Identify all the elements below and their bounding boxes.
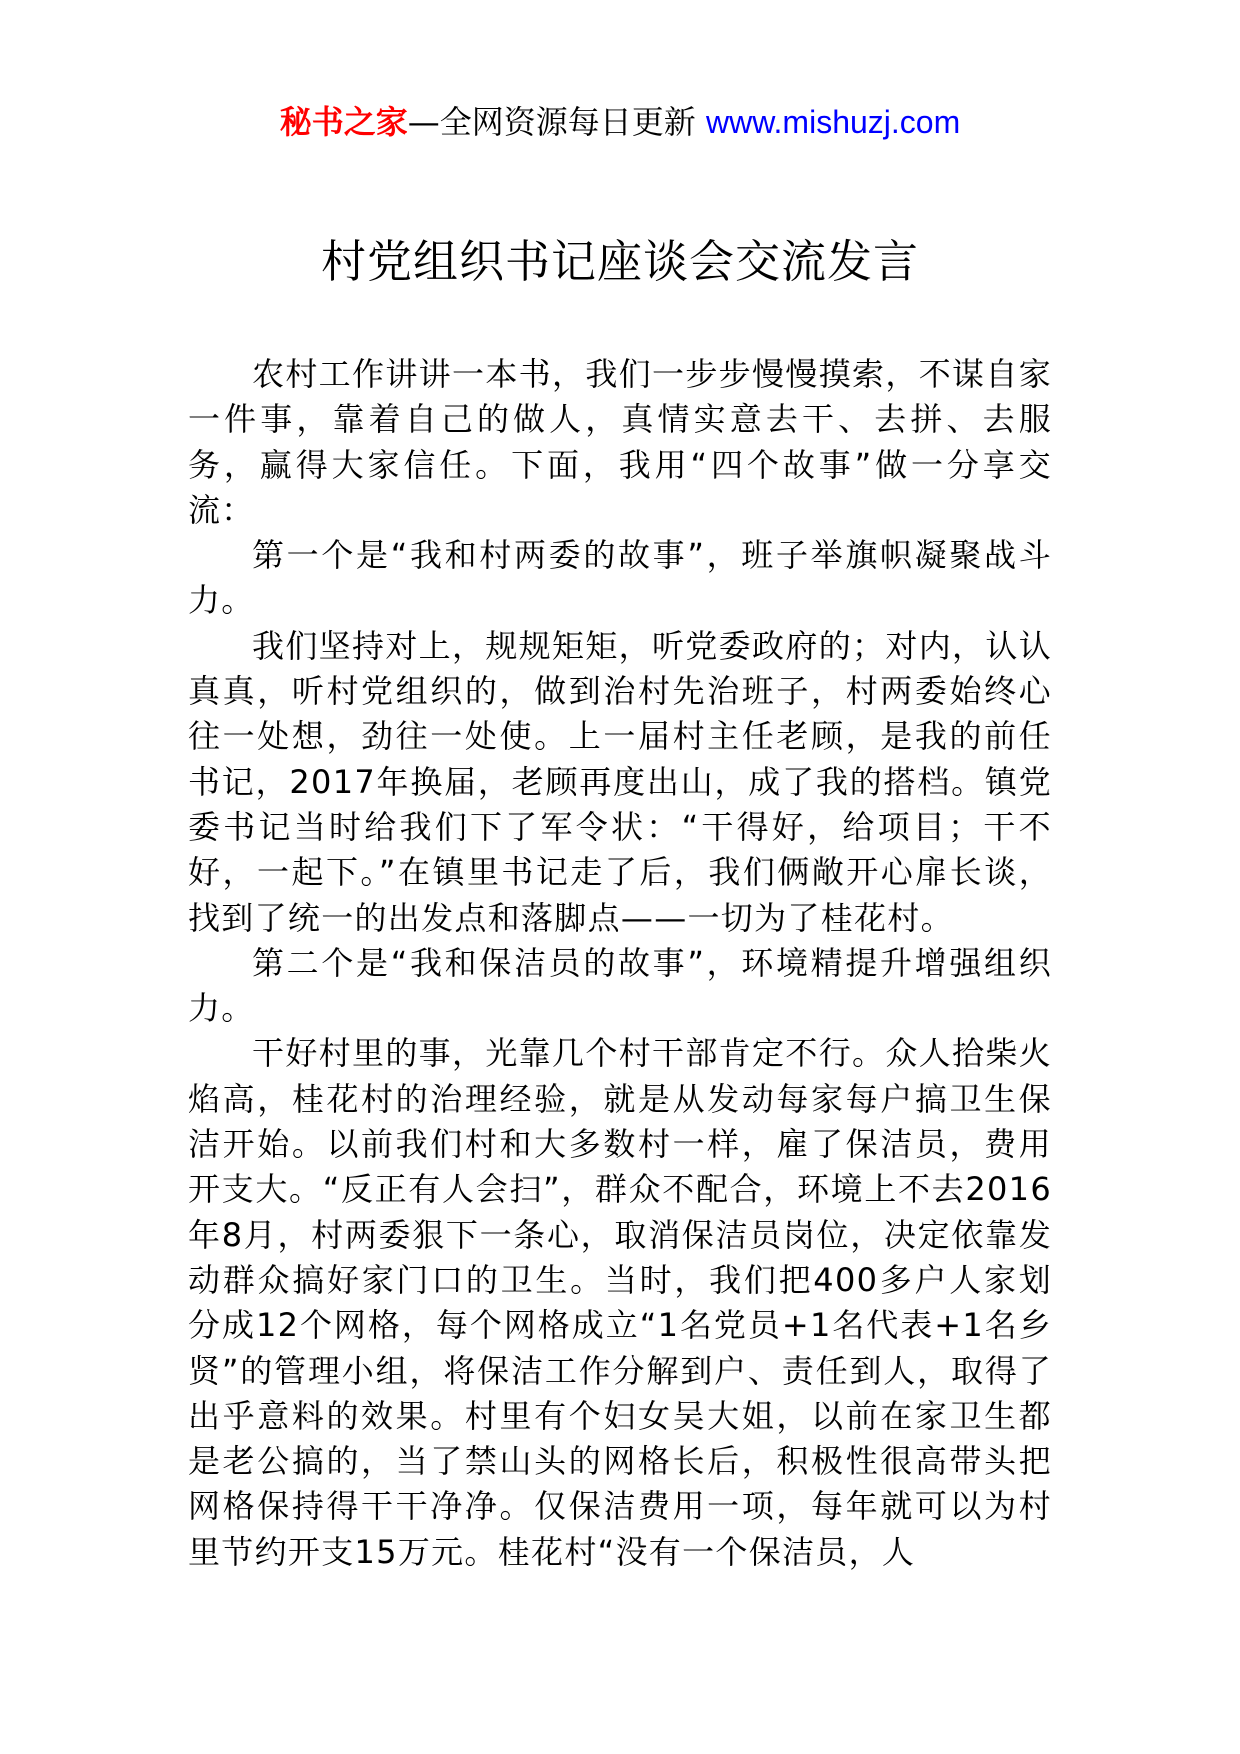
section-heading: 第二个是“我和保洁员的故事”，环境精提升增强组织力。 — [188, 943, 1052, 1028]
document-body — [188, 352, 1052, 1575]
site-brand: 秘书之家 — [279, 103, 408, 141]
site-header — [0, 100, 1240, 144]
document-title: 村党组织书记座谈会交流发言 — [320, 235, 919, 288]
section-heading: 第一个是“我和村两委的故事”，班子举旗帜凝聚战斗力。 — [188, 536, 1052, 620]
paragraph: 干好村里的事，光靠几个村干部肯定不行。众人拾柴火焰高，桂花村的治理经验，就是从发动每家每户搞卫生保洁开始。以前我们村和大多数村一样，雇了保洁员，费用开支大。“反正有人会扫”，群众不配合，环境上不去2016年8月，村两委狠下一条心，取消保洁员岗位，决定依靠发动群众搞好家门口的卫生。当时，我们把400多户人家划分成12个网格，每个网格成立“1名党员+1名代表+1名乡贤”的管理小组，将保洁工作分解到户、责任到人，取得了出乎意料的效果。村里有个妇女吴大姐，以前在家卫生都是老公搞的，当了禁山头的网格长后，积极性很高带头把网格保持得干干净净。仅保洁费用一项，每年就可以为村里节约开支15万元。桂花村“没有一个保洁员，人 — [188, 1034, 1052, 1571]
paragraph: 我们坚持对上，规规矩矩，听党委政府的；对内，认认真真，听村党组织的，做到治村先治班子，村两委始终心往一处想，劲往一处使。上一届村主任老顾，是我的前任书记，2017年换届，老顾再度出山，成了我的搭档。镇党委书记当时给我们下了军令状：“干得好，给项目；干不好，一起下。”在镇里书记走了后，我们俩敞开心扉长谈，找到了统一的出发点和落脚点——一切为了桂花村。 — [188, 626, 1052, 937]
paragraph: 农村工作讲讲一本书，我们一步步慢慢摸索，不谋自家一件事，靠着自己的做人，真情实意去干、去拼、去服务，赢得大家信任。下面，我用“四个故事”做一分享交流： — [188, 355, 1052, 529]
site-tagline: —全网资源每日更新 — [407, 103, 696, 141]
site-url-link[interactable]: www.mishuzj.com — [705, 104, 961, 140]
